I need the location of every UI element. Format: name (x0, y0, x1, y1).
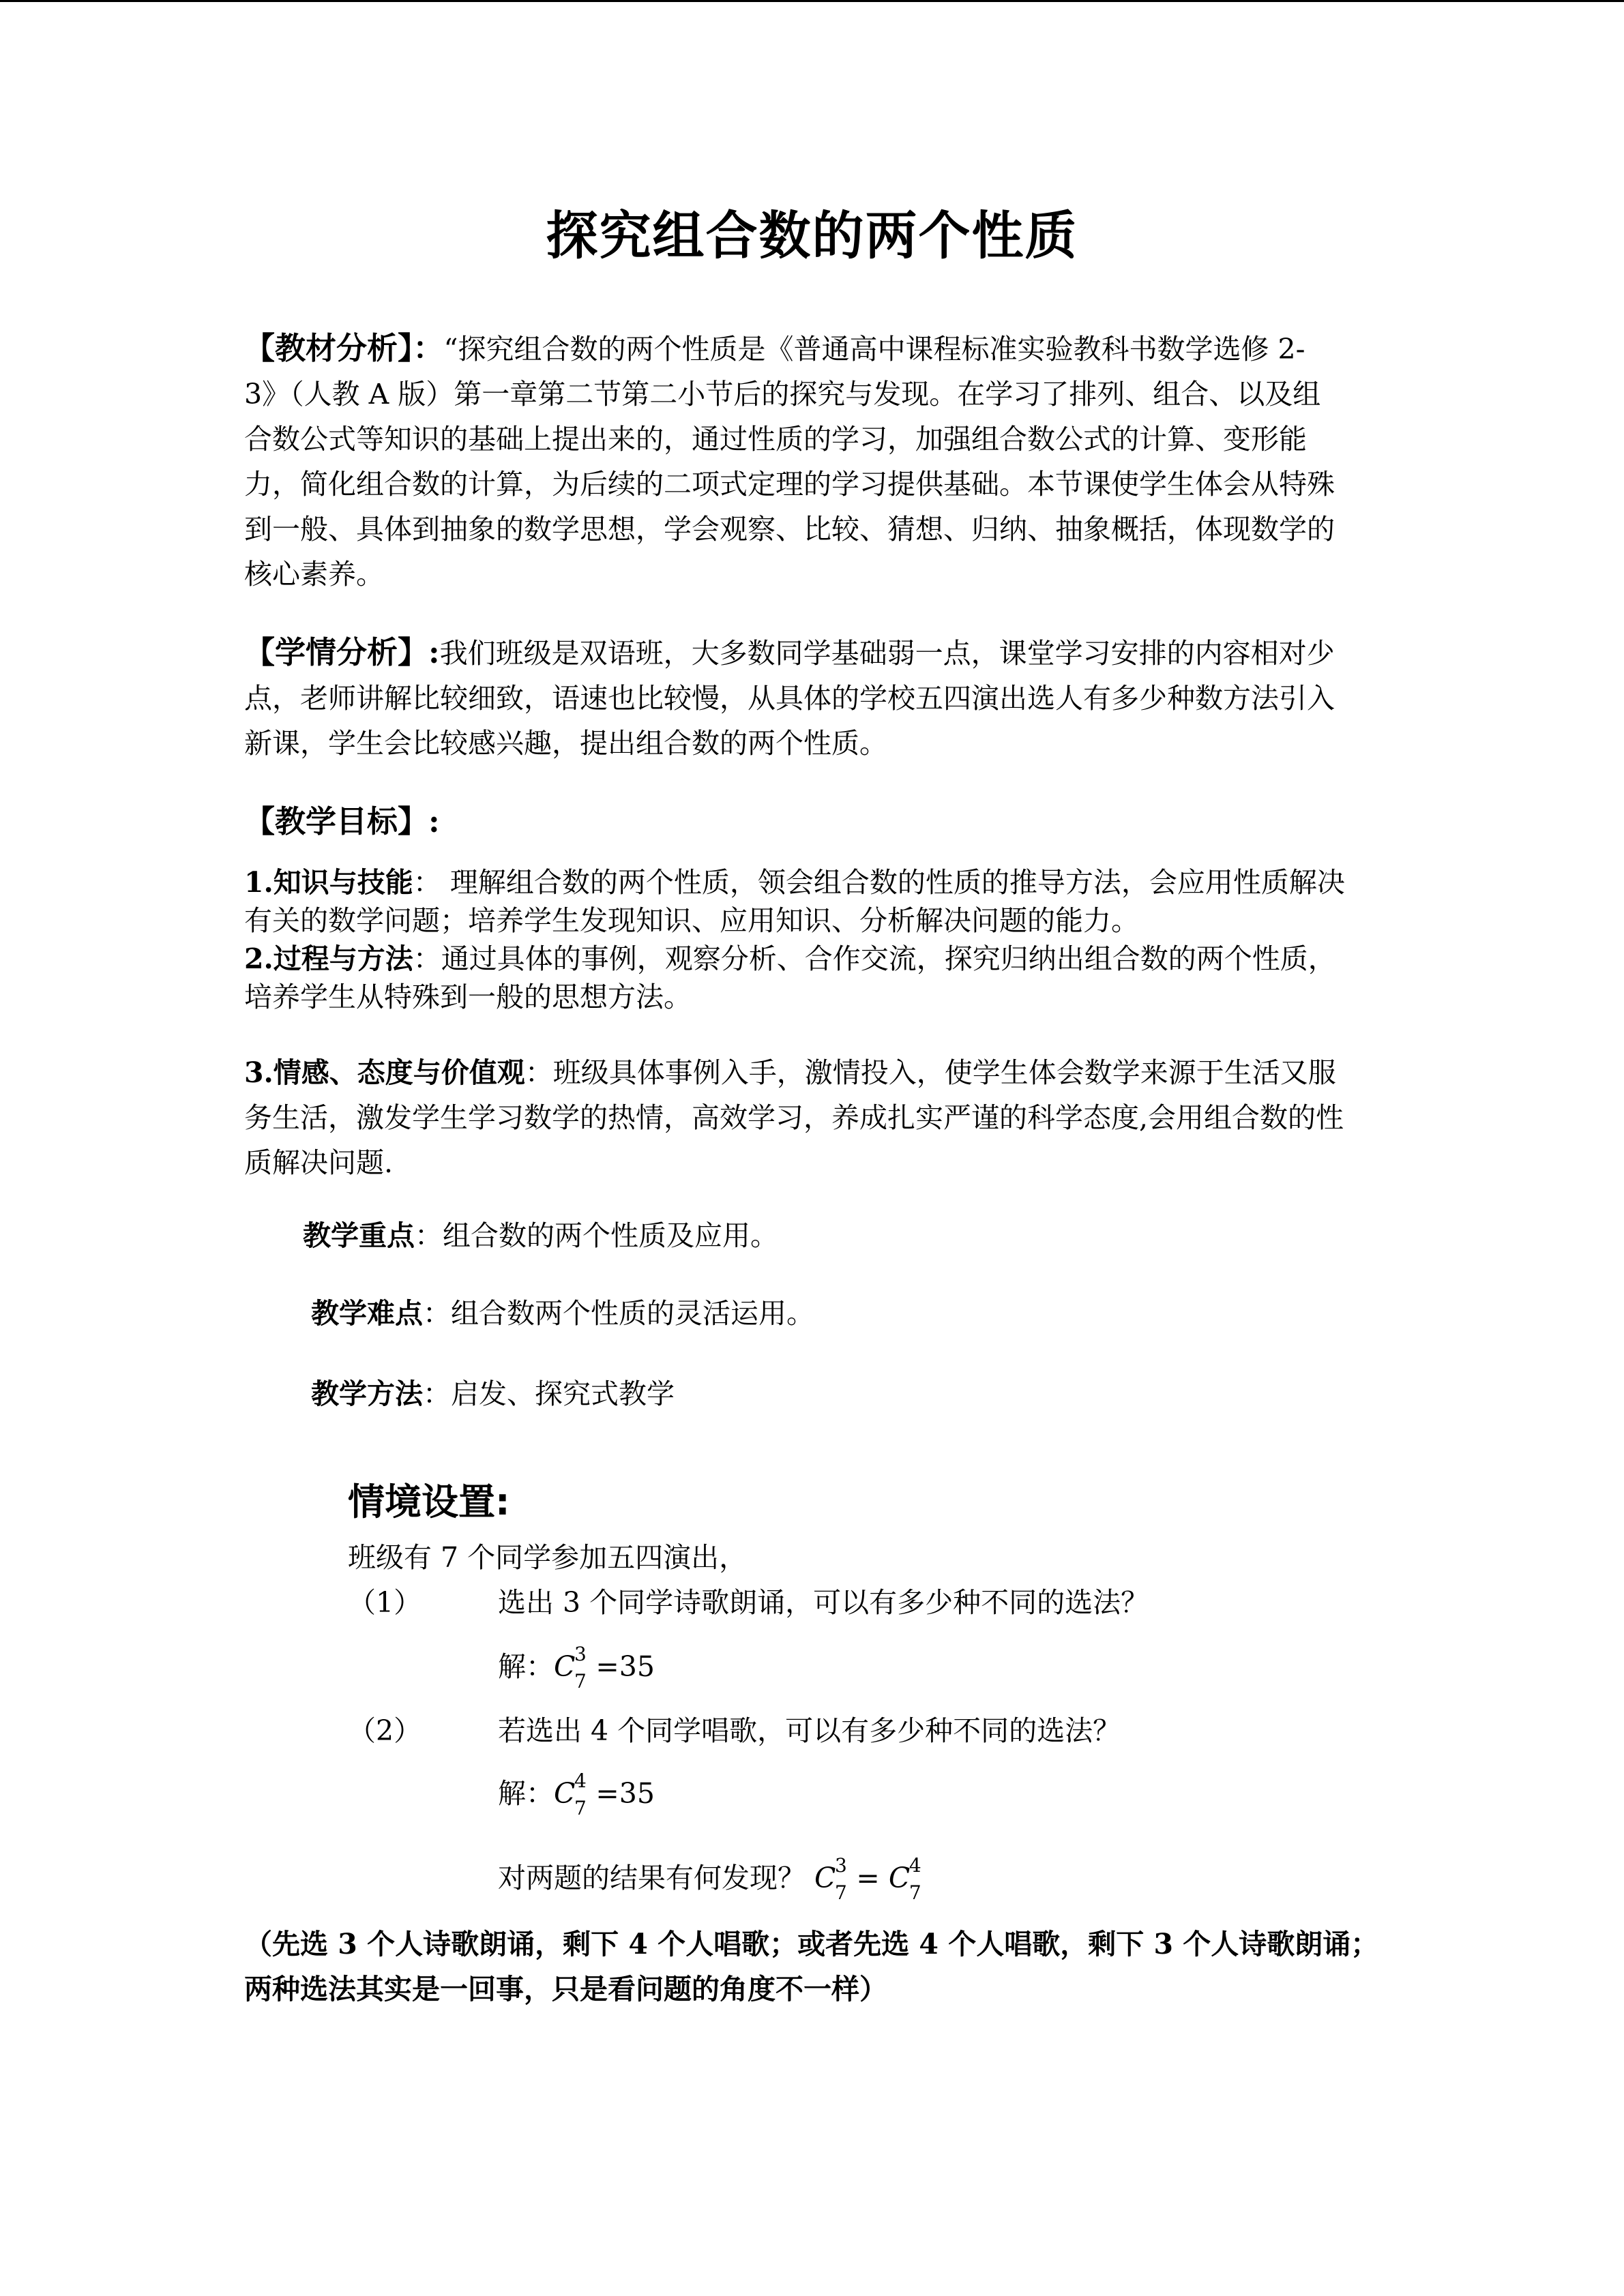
objective-2-label: 2.过程与方法 (244, 942, 413, 975)
answer-2-prefix: 解： (498, 1777, 554, 1810)
teaching-method-text: ：启发、探究式教学 (423, 1377, 675, 1410)
combination-sub: 7 (574, 1797, 587, 1819)
objective-1-label: 1.知识与技能 (244, 866, 413, 899)
page-title: 探究组合数的两个性质 (546, 205, 1078, 266)
question-1-text: 选出 3 个同学诗歌朗诵，可以有多少种不同的选法？ (498, 1586, 1149, 1619)
teaching-difficulty-text: ：组合数两个性质的灵活运用。 (423, 1297, 814, 1330)
combination-sub: 7 (835, 1881, 847, 1904)
objective-3-line-1 (244, 1050, 1390, 1095)
objective-1-line-2: 有关的数学问题；培养学生发现知识、应用知识、分析解决问题的能力。 (244, 904, 1139, 937)
material-line-6: 核心素养。 (244, 558, 384, 591)
observation (498, 1854, 930, 1904)
objective-3-label: 3.情感、态度与价值观 (244, 1056, 525, 1089)
observation-text: 对两题的结果有何发现？ (498, 1862, 806, 1894)
student-analysis (244, 630, 1390, 766)
objective-1-line-1 (244, 863, 1390, 901)
closing-remark (244, 1922, 1390, 2012)
teaching-difficulty (311, 1293, 814, 1334)
teaching-focus-label: 教学重点 (303, 1219, 415, 1252)
combination-symbol: C (888, 1862, 911, 1894)
combination-symbol: C (554, 1650, 576, 1683)
combination-sub: 7 (909, 1881, 921, 1904)
objective-1-text-1: ： 理解组合数的两个性质，领会组合数的性质的推导方法，会应用性质解决 (413, 866, 1345, 899)
combination-c-7-4-rhs (888, 1854, 930, 1904)
material-line-2: 3》（人教 A 版）第一章第二节第二小节后的探究与发现。在学习了排列、组合、以及组 (244, 378, 1321, 411)
teaching-focus (303, 1215, 778, 1256)
combination-sup: 4 (574, 1770, 587, 1792)
combination-symbol: C (814, 1862, 836, 1894)
equals-sign: = (856, 1862, 880, 1894)
answer-1-prefix: 解： (498, 1650, 554, 1683)
objective-3-text-1: ：班级具体事例入手，激情投入，使学生体会数学来源于生活又服 (525, 1056, 1336, 1089)
combination-sup: 4 (909, 1854, 921, 1877)
objective-2-text-1: ：通过具体的事例，观察分析、合作交流，探究归纳出组合数的两个性质， (413, 942, 1336, 975)
material-line-1 (244, 326, 1390, 372)
answer-2 (498, 1770, 655, 1819)
student-line-1 (244, 630, 1390, 676)
objectives-heading-block (244, 799, 1390, 844)
material-analysis (244, 326, 1390, 597)
objective-2-line-2: 培养学生从特殊到一般的思想方法。 (244, 981, 692, 1013)
teaching-method-label: 教学方法 (311, 1377, 423, 1410)
closing-line-2: 两种选法其实是一回事，只是看问题的角度不一样） (244, 1973, 887, 2006)
answer-1-result: =35 (595, 1650, 655, 1683)
objectives-heading: 【教学目标】: (244, 803, 440, 839)
combination-sup: 3 (574, 1643, 587, 1665)
objective-3-line-2: 务生活，激发学生学习数学的热情，高效学习，养成扎实严谨的科学态度,会用组合数的性 (244, 1101, 1344, 1134)
material-heading: 【教材分析】： (244, 330, 444, 366)
student-heading: 【学情分析】: (244, 634, 440, 670)
student-line-2: 点，老师讲解比较细致，语速也比较慢，从具体的学校五四演出选人有多少种数方法引入 (244, 682, 1335, 715)
objective-3 (244, 1050, 1390, 1185)
combination-sub: 7 (574, 1670, 587, 1693)
teaching-focus-text: ：组合数的两个性质及应用。 (415, 1219, 778, 1252)
objective-2-line-1 (244, 940, 1390, 978)
material-line-4: 力，简化组合数的计算，为后续的二项式定理的学习提供基础。本节课使学生体会从特殊 (244, 468, 1335, 501)
objective-3-line-3: 质解决问题. (244, 1146, 394, 1179)
scenario-intro: 班级有 7 个同学参加五四演出， (348, 1541, 748, 1574)
teaching-difficulty-label: 教学难点 (311, 1297, 423, 1330)
closing-line-1: （先选 3 个人诗歌朗诵，剩下 4 个人唱歌；或者先选 4 个人唱歌，剩下 3 个人诗歌朗诵； (244, 1928, 1379, 1960)
question-2-number: （2） (348, 1714, 422, 1747)
combination-c-7-4 (554, 1770, 595, 1819)
question-1-number: （1） (348, 1586, 422, 1619)
student-line-3: 新课，学生会比较感兴趣，提出组合数的两个性质。 (244, 727, 887, 760)
combination-c-7-3 (554, 1643, 595, 1693)
answer-2-result: =35 (595, 1777, 655, 1810)
objective-1-2 (244, 863, 1390, 1016)
material-text-1: “探究组合数的两个性质是《普通高中课程标准实验教科书数学选修 2- (443, 333, 1305, 366)
combination-c-7-3-lhs (814, 1854, 856, 1904)
scenario-heading: 情境设置: (348, 1480, 510, 1523)
teaching-method (311, 1373, 675, 1414)
combination-symbol: C (554, 1777, 576, 1810)
answer-1 (498, 1643, 655, 1693)
top-border (0, 0, 1624, 2)
question-2-text: 若选出 4 个同学唱歌，可以有多少种不同的选法？ (498, 1714, 1121, 1747)
student-text-1: 我们班级是双语班，大多数同学基础弱一点，课堂学习安排的内容相对少 (439, 637, 1335, 670)
material-line-3: 合数公式等知识的基础上提出来的，通过性质的学习，加强组合数公式的计算、变形能 (244, 423, 1307, 456)
combination-sup: 3 (835, 1854, 847, 1877)
material-line-5: 到一般、具体到抽象的数学思想，学会观察、比较、猜想、归纳、抽象概括，体现数学的 (244, 513, 1335, 546)
